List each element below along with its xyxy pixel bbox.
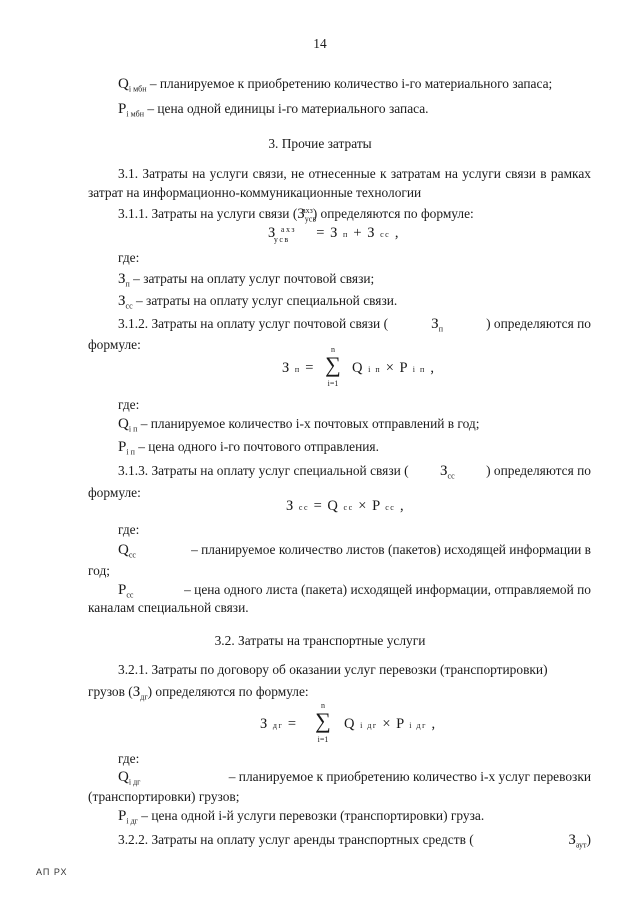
formula-z-dg-rhs: Q i дг × P i дг ,: [344, 716, 437, 732]
formula-z-usv: З $^{ахз}_{усв}$ = З п + З сс ,: [268, 225, 400, 244]
paragraph-3-1-2: 3.1.2. Затраты на оплату услуг почтовой связи ( $З_п$ ) определяются по: [118, 316, 591, 334]
where-label-2: где:: [118, 397, 140, 412]
formula-z-p-rhs: Q i п × P i п ,: [352, 360, 435, 376]
formula-z-p: З п =: [282, 360, 315, 376]
paragraph-3-2-1: 3.2.1. Затраты по договору об оказании услуг перевозки (транспортировки): [118, 662, 548, 677]
formula-word-2: формуле:: [88, 485, 141, 500]
section-3-heading: 3. Прочие затраты: [268, 136, 372, 151]
section-3-2-heading: 3.2. Затраты на транспортные услуги: [214, 633, 426, 648]
definition-z-ss: $З_{сс}$ – затраты на оплату услуг специальной связи.: [118, 293, 398, 311]
definition-z-p: $З_п$ – затраты на оплату услуг почтовой связи;: [118, 271, 375, 289]
page-number: 14: [313, 36, 327, 51]
definition-p-idg: $P_{i дг}$ – цена одной i-й услуги перевозки (транспортировки) груза.: [118, 808, 485, 826]
definition-p-ss: $P_{сс}$ – цена одного листа (пакета) исходящей информации, отправляемой по: [118, 582, 591, 600]
definition-p-ss-cont: каналам специальной связи.: [88, 600, 249, 615]
sum-lower-limit-2: i=1: [317, 735, 329, 744]
definition-q-mbn: $Q_{i мбн}$ – планируемое к приобретению количество i-го материального запаса;: [118, 76, 553, 94]
formula-z-ss: З сс = Q сс × P сс ,: [286, 498, 405, 514]
definition-q-ss: $Q_{сс}$ – планируемое количество листов (пакетов) исходящей информации в: [118, 542, 591, 560]
formula-word-1: формуле:: [88, 337, 141, 352]
sigma-symbol-2: ∑: [315, 708, 331, 733]
definition-q-idg-cont: (транспортировки) грузов;: [88, 789, 240, 804]
where-label-4: где:: [118, 751, 140, 766]
where-label-1: где:: [118, 250, 140, 265]
sigma-symbol: ∑: [325, 352, 341, 377]
paragraph-3-2-2: 3.2.2. Затраты на оплату услуг аренды транспортных средств ( $З_{аут}$): [118, 832, 591, 850]
where-label-3: где:: [118, 522, 140, 537]
sum-upper-limit: n: [331, 345, 335, 354]
footer-mark: АП РХ: [36, 867, 68, 877]
definition-q-idg: $Q_{i дг}$ – планируемое к приобретению количество i-х услуг перевозки: [118, 769, 591, 787]
paragraph-3-1-1: 3.1.1. Затраты на услуги связи $(З_{усв}^{ахз})$ определяются по формуле:: [118, 205, 474, 224]
definition-q-ss-cont: год;: [88, 563, 111, 578]
definition-p-ip: $P_{i п}$ – цена одного i-го почтового отправления.: [118, 439, 379, 457]
definition-q-ip: $Q_{i п}$ – планируемое количество i-х почтовых отправлений в год;: [118, 416, 480, 434]
sum-lower-limit: i=1: [327, 379, 339, 388]
paragraph-3-1-3: 3.1.3. Затраты на оплату услуг специальной связи ( $З_{сс}$ ) определяются по: [118, 463, 591, 481]
paragraph-3-1: 3.1. Затраты на услуги связи, не отнесенные к затратам на услуги связи в рамках затрат на информационно-коммуникационные технологии: [88, 166, 591, 200]
paragraph-3-2-1-cont: грузов $(З_{дг})$ определяются по формуле:: [88, 684, 309, 702]
formula-z-dg: З дг =: [260, 716, 298, 732]
definition-p-mbn: $P_{i мбн}$ – цена одной единицы i-го материального запаса.: [118, 101, 429, 119]
sum-upper-limit-2: n: [321, 701, 325, 710]
